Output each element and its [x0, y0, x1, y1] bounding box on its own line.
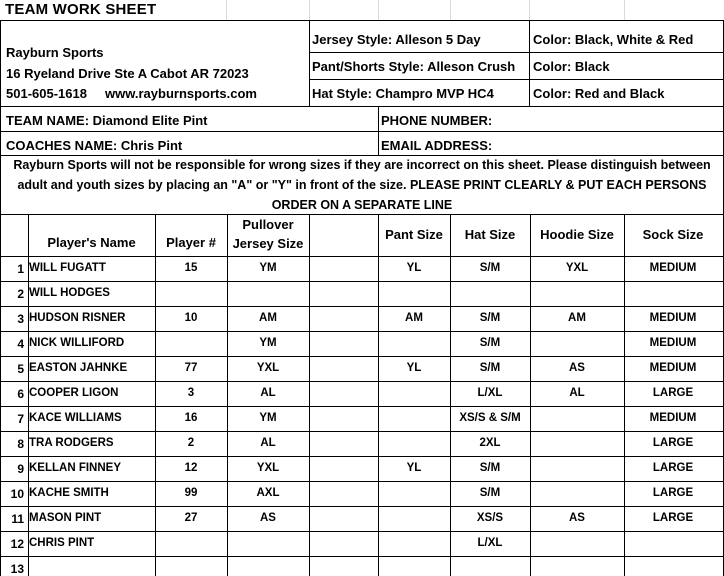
jersey-size: AL: [260, 437, 276, 449]
company-name: Rayburn Sports: [6, 45, 104, 60]
player-number: 3: [187, 387, 195, 399]
hat-size: L/XL: [477, 387, 503, 399]
row-number: 1: [17, 262, 24, 276]
sizing-notice: Rayburn Sports will not be responsible for wrong sizes if they are incorrect on this sheet. Please distinguish between adult and youth sizes by placing an "A" or "Y" in front of the size. PLEASE PRINT CLEARLY & PUT EACH PERSONS ORDER ON A SEPARATE LINE: [13, 158, 711, 212]
row-number: 9: [17, 462, 24, 476]
hat-size: L/XL: [477, 537, 503, 549]
row-number: 4: [17, 337, 24, 351]
player-name: KELLAN FINNEY: [29, 462, 121, 474]
player-name: TRA RODGERS: [29, 437, 114, 449]
row-number: 2: [17, 287, 24, 301]
player-number: 27: [184, 512, 198, 524]
player-number: 15: [184, 262, 198, 274]
sock-size: MEDIUM: [649, 362, 697, 374]
jersey-size: YXL: [256, 462, 280, 474]
player-name: HUDSON RISNER: [29, 312, 126, 324]
hoodie-size: AS: [569, 362, 585, 374]
col-player-name: Player's Name: [47, 235, 136, 250]
hat-size: S/M: [479, 487, 501, 499]
phone-number-label: PHONE NUMBER:: [381, 113, 493, 128]
col-sock-size: Sock Size: [642, 227, 704, 242]
jersey-size: AL: [260, 387, 276, 399]
jersey-size: YM: [259, 337, 277, 349]
pant-size: YL: [406, 262, 422, 274]
company-phone-web: 501-605-1618 www.rayburnsports.com: [6, 86, 257, 101]
team-name: TEAM NAME: Diamond Elite Pint: [6, 113, 208, 128]
row-number: 3: [17, 312, 24, 326]
jersey-color: Color: Black, White & Red: [533, 32, 694, 47]
player-name: EASTON JAHNKE: [29, 362, 128, 374]
sock-size: MEDIUM: [649, 312, 697, 324]
hoodie-size: AM: [568, 312, 586, 324]
coaches-name: COACHES NAME: Chris Pint: [6, 138, 183, 153]
hat-color: Color: Red and Black: [533, 86, 665, 101]
jersey-size: YXL: [256, 362, 280, 374]
pant-size: YL: [406, 462, 422, 474]
sock-size: LARGE: [652, 512, 694, 524]
sock-size: MEDIUM: [649, 412, 697, 424]
row-number: 12: [10, 537, 24, 551]
sock-size: LARGE: [652, 487, 694, 499]
row-number: 13: [10, 562, 24, 576]
jersey-style: Jersey Style: Alleson 5 Day: [312, 32, 481, 47]
pant-size: AM: [405, 312, 423, 324]
hoodie-size: AL: [569, 387, 585, 399]
player-name: KACE WILLIAMS: [29, 412, 122, 424]
jersey-size: AXL: [256, 487, 280, 499]
player-name: WILL FUGATT: [29, 262, 106, 274]
player-number: 77: [184, 362, 198, 374]
hat-size: S/M: [479, 312, 501, 324]
sock-size: MEDIUM: [649, 337, 697, 349]
player-name: NICK WILLIFORD: [29, 337, 125, 349]
jersey-size: YM: [259, 412, 277, 424]
sock-size: LARGE: [652, 387, 694, 399]
row-number: 8: [17, 437, 24, 451]
hat-style: Hat Style: Champro MVP HC4: [312, 86, 494, 101]
pant-style: Pant/Shorts Style: Alleson Crush: [312, 59, 516, 74]
hat-size: S/M: [479, 462, 501, 474]
sock-size: LARGE: [652, 437, 694, 449]
player-name: KACHE SMITH: [29, 487, 109, 499]
player-number: 2: [187, 437, 195, 449]
player-number: 16: [184, 412, 198, 424]
hat-size: S/M: [479, 362, 501, 374]
email-address-label: EMAIL ADDRESS:: [381, 138, 493, 153]
col-pant-size: Pant Size: [385, 227, 443, 242]
hat-size: XS/S & S/M: [459, 412, 521, 424]
player-name: CHRIS PINT: [29, 537, 95, 549]
col-player-number: Player #: [166, 235, 216, 250]
player-number: 99: [184, 487, 198, 499]
sock-size: MEDIUM: [649, 262, 697, 274]
row-number: 5: [17, 362, 24, 376]
hoodie-size: YXL: [565, 262, 589, 274]
pant-size: YL: [406, 362, 422, 374]
player-number: 12: [184, 462, 198, 474]
player-name: COOPER LIGON: [29, 387, 119, 399]
hat-size: S/M: [479, 262, 501, 274]
company-address: 16 Ryeland Drive Ste A Cabot AR 72023: [6, 66, 249, 81]
jersey-size: AM: [259, 312, 277, 324]
hat-size: XS/S: [476, 512, 504, 524]
col-jersey-size: Pullover Jersey Size: [232, 217, 304, 251]
row-number: 11: [11, 512, 24, 526]
player-name: WILL HODGES: [29, 287, 110, 299]
hat-size: S/M: [479, 337, 501, 349]
jersey-size: AS: [260, 512, 276, 524]
player-name: MASON PINT: [29, 512, 102, 524]
sock-size: LARGE: [652, 462, 694, 474]
sheet-title: TEAM WORK SHEET: [5, 1, 157, 18]
player-number: 10: [184, 312, 198, 324]
col-hat-size: Hat Size: [464, 227, 516, 242]
pant-color: Color: Black: [533, 59, 610, 74]
row-number: 10: [10, 487, 24, 501]
row-number: 6: [17, 387, 24, 401]
jersey-size: YM: [259, 262, 277, 274]
hoodie-size: AS: [569, 512, 585, 524]
col-hoodie-size: Hoodie Size: [540, 227, 614, 242]
hat-size: 2XL: [479, 437, 501, 449]
row-number: 7: [17, 412, 24, 426]
